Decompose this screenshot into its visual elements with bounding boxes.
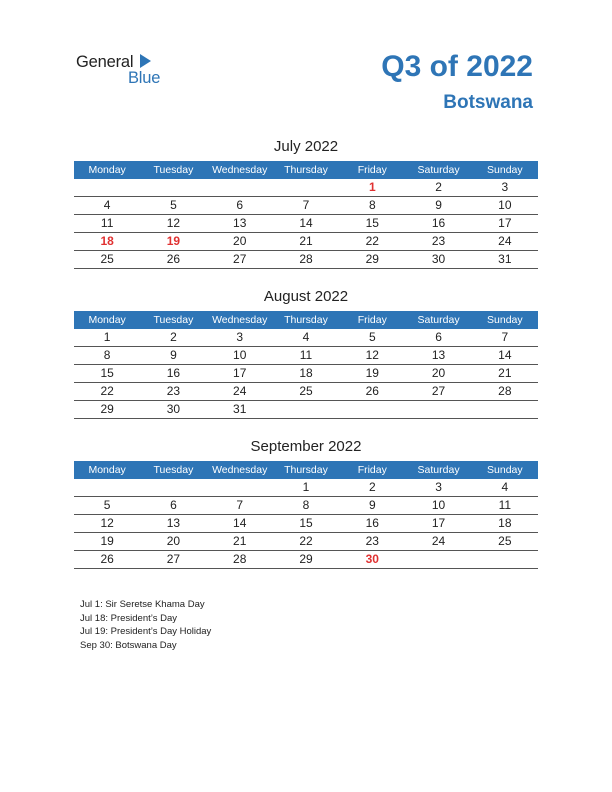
day-cell: 27	[166, 552, 181, 566]
month-title: August 2022	[263, 288, 349, 305]
day-cell: 10	[431, 498, 446, 512]
month-title: July 2022	[273, 138, 339, 155]
weekday-label: Thursday	[284, 314, 328, 326]
day-cell: 11	[100, 216, 114, 230]
day-cell: 13	[233, 216, 247, 230]
day-cell: 29	[299, 552, 313, 566]
weekday-header	[74, 161, 538, 179]
weekday-label: Monday	[88, 164, 126, 176]
day-cell: 28	[498, 384, 512, 398]
day-cell: 19	[100, 534, 114, 548]
weekday-label: Tuesday	[153, 464, 194, 476]
day-cell: 13	[166, 516, 181, 530]
day-cell: 6	[236, 198, 244, 212]
day-cell: 17	[431, 516, 446, 530]
day-cell: 21	[233, 534, 247, 548]
weekday-label: Friday	[357, 314, 387, 326]
logo	[76, 53, 176, 93]
day-cell: 23	[365, 534, 379, 548]
week-row	[74, 197, 538, 215]
logo-blue-text: Blue	[128, 69, 161, 87]
day-cell: 23	[166, 384, 181, 398]
day-cell: 29	[365, 252, 379, 266]
day-cell: 12	[365, 348, 379, 362]
holiday-note: Sep 30: Botswana Day	[80, 639, 177, 651]
day-cell: 2	[435, 180, 442, 194]
day-cell: 21	[498, 366, 512, 380]
holiday-note: Jul 18: President’s Day	[80, 612, 177, 624]
month-title: September 2022	[250, 438, 362, 455]
day-cell: 26	[166, 252, 181, 266]
week-row	[74, 329, 538, 347]
day-cell: 1	[103, 330, 111, 344]
day-cell: 25	[299, 384, 313, 398]
weekday-label: Wednesday	[212, 314, 268, 326]
month-calendar	[74, 438, 538, 569]
week-row	[74, 251, 538, 269]
day-cell: 17	[498, 216, 512, 230]
day-cell: 6	[435, 330, 442, 344]
day-cell: 3	[435, 480, 442, 494]
weekday-label: Monday	[88, 314, 126, 326]
weekday-label: Saturday	[417, 164, 460, 176]
weekday-label: Sunday	[487, 464, 523, 476]
weekday-label: Sunday	[487, 314, 523, 326]
day-cell: 28	[299, 252, 313, 266]
day-cell: 16	[166, 366, 181, 380]
day-cell: 3	[236, 330, 244, 344]
weekday-label: Thursday	[284, 164, 328, 176]
day-cell: 5	[368, 330, 376, 344]
week-row	[74, 179, 538, 197]
day-cell: 22	[365, 234, 379, 248]
day-cell: 8	[302, 498, 310, 512]
day-cell	[140, 479, 206, 496]
day-cell	[273, 179, 339, 196]
day-cell: 14	[498, 348, 512, 362]
logo-flag-icon	[140, 54, 151, 68]
week-row	[74, 479, 538, 497]
day-cell: 22	[100, 384, 114, 398]
week-row	[74, 215, 538, 233]
day-cell: 29	[100, 402, 114, 416]
day-cell: 19	[365, 366, 379, 380]
day-cell: 11	[498, 498, 512, 512]
day-cell	[74, 479, 140, 496]
day-cell: 25	[498, 534, 512, 548]
day-cell: 8	[103, 348, 111, 362]
day-cell: 4	[501, 480, 509, 494]
day-cell: 31	[498, 252, 512, 266]
day-cell	[405, 401, 471, 418]
week-row	[74, 365, 538, 383]
day-cell: 9	[170, 348, 177, 362]
weekday-label: Saturday	[417, 314, 460, 326]
week-row	[74, 497, 538, 515]
page-title: Q3 of 2022	[381, 50, 533, 83]
day-cell: 5	[103, 498, 111, 512]
day-cell	[207, 179, 273, 196]
day-cell	[472, 401, 538, 418]
day-cell: 30	[365, 552, 379, 566]
day-cell: 15	[100, 366, 114, 380]
holiday-notes	[80, 598, 211, 652]
month-calendar	[74, 138, 538, 269]
day-cell: 15	[365, 216, 379, 230]
day-cell	[207, 479, 273, 496]
day-cell: 31	[233, 402, 247, 416]
day-cell: 6	[170, 498, 177, 512]
month-calendar	[74, 288, 538, 419]
weekday-label: Thursday	[284, 464, 328, 476]
day-cell: 1	[302, 480, 310, 494]
week-row	[74, 401, 538, 419]
week-row	[74, 347, 538, 365]
day-cell: 3	[501, 180, 509, 194]
day-cell: 16	[365, 516, 379, 530]
day-cell: 19	[166, 234, 181, 248]
day-cell: 14	[299, 216, 313, 230]
week-row	[74, 551, 538, 569]
day-cell: 16	[431, 216, 446, 230]
day-cell: 24	[498, 234, 512, 248]
day-cell: 15	[299, 516, 313, 530]
holiday-note: Jul 19: President’s Day Holiday	[80, 626, 212, 637]
day-cell: 12	[166, 216, 181, 230]
day-cell: 24	[431, 534, 446, 548]
day-cell: 17	[233, 366, 247, 380]
weekday-label: Saturday	[417, 464, 460, 476]
day-cell: 9	[368, 498, 376, 512]
weekday-label: Tuesday	[153, 164, 194, 176]
weekday-label: Friday	[357, 464, 387, 476]
day-cell: 20	[166, 534, 181, 548]
day-cell: 7	[302, 198, 310, 212]
day-cell	[339, 401, 405, 418]
weekday-header	[74, 311, 538, 329]
day-cell	[273, 401, 339, 418]
weekday-label: Wednesday	[212, 164, 268, 176]
day-cell: 26	[365, 384, 379, 398]
day-cell: 25	[100, 252, 114, 266]
day-cell: 22	[299, 534, 313, 548]
day-cell: 20	[233, 234, 247, 248]
weekday-label: Sunday	[487, 164, 523, 176]
logo-general-text: General	[76, 53, 134, 71]
day-cell: 23	[431, 234, 446, 248]
day-cell: 7	[236, 498, 244, 512]
day-cell: 10	[498, 198, 512, 212]
day-cell: 26	[100, 552, 114, 566]
day-cell: 27	[233, 252, 247, 266]
day-cell: 30	[166, 402, 181, 416]
day-cell: 4	[103, 198, 111, 212]
day-cell	[472, 551, 538, 568]
day-cell: 8	[368, 198, 376, 212]
week-row	[74, 515, 538, 533]
day-cell: 13	[431, 348, 446, 362]
day-cell: 21	[299, 234, 313, 248]
day-cell	[140, 179, 206, 196]
day-cell	[74, 179, 140, 196]
day-cell: 12	[100, 516, 114, 530]
day-cell: 18	[100, 234, 114, 248]
day-cell: 9	[435, 198, 442, 212]
day-cell: 2	[170, 330, 177, 344]
day-cell: 28	[233, 552, 247, 566]
holiday-note: Jul 1: Sir Seretse Khama Day	[80, 599, 205, 610]
day-cell: 1	[368, 180, 376, 194]
weekday-header	[74, 461, 538, 479]
day-cell: 18	[498, 516, 512, 530]
day-cell: 24	[233, 384, 247, 398]
day-cell: 30	[431, 252, 446, 266]
day-cell: 27	[431, 384, 446, 398]
day-cell: 14	[233, 516, 247, 530]
day-cell: 2	[368, 480, 376, 494]
week-row	[74, 383, 538, 401]
page-subtitle-country: Botswana	[443, 92, 533, 113]
week-row	[74, 533, 538, 551]
weekday-label: Wednesday	[212, 464, 268, 476]
week-row	[74, 233, 538, 251]
day-cell	[405, 551, 471, 568]
weekday-label: Tuesday	[153, 314, 194, 326]
day-cell: 4	[302, 330, 310, 344]
day-cell: 18	[299, 366, 313, 380]
weekday-label: Friday	[357, 164, 387, 176]
day-cell: 11	[299, 348, 313, 362]
day-cell: 20	[431, 366, 446, 380]
day-cell: 10	[233, 348, 247, 362]
day-cell: 5	[170, 198, 177, 212]
day-cell: 7	[501, 330, 509, 344]
weekday-label: Monday	[88, 464, 126, 476]
